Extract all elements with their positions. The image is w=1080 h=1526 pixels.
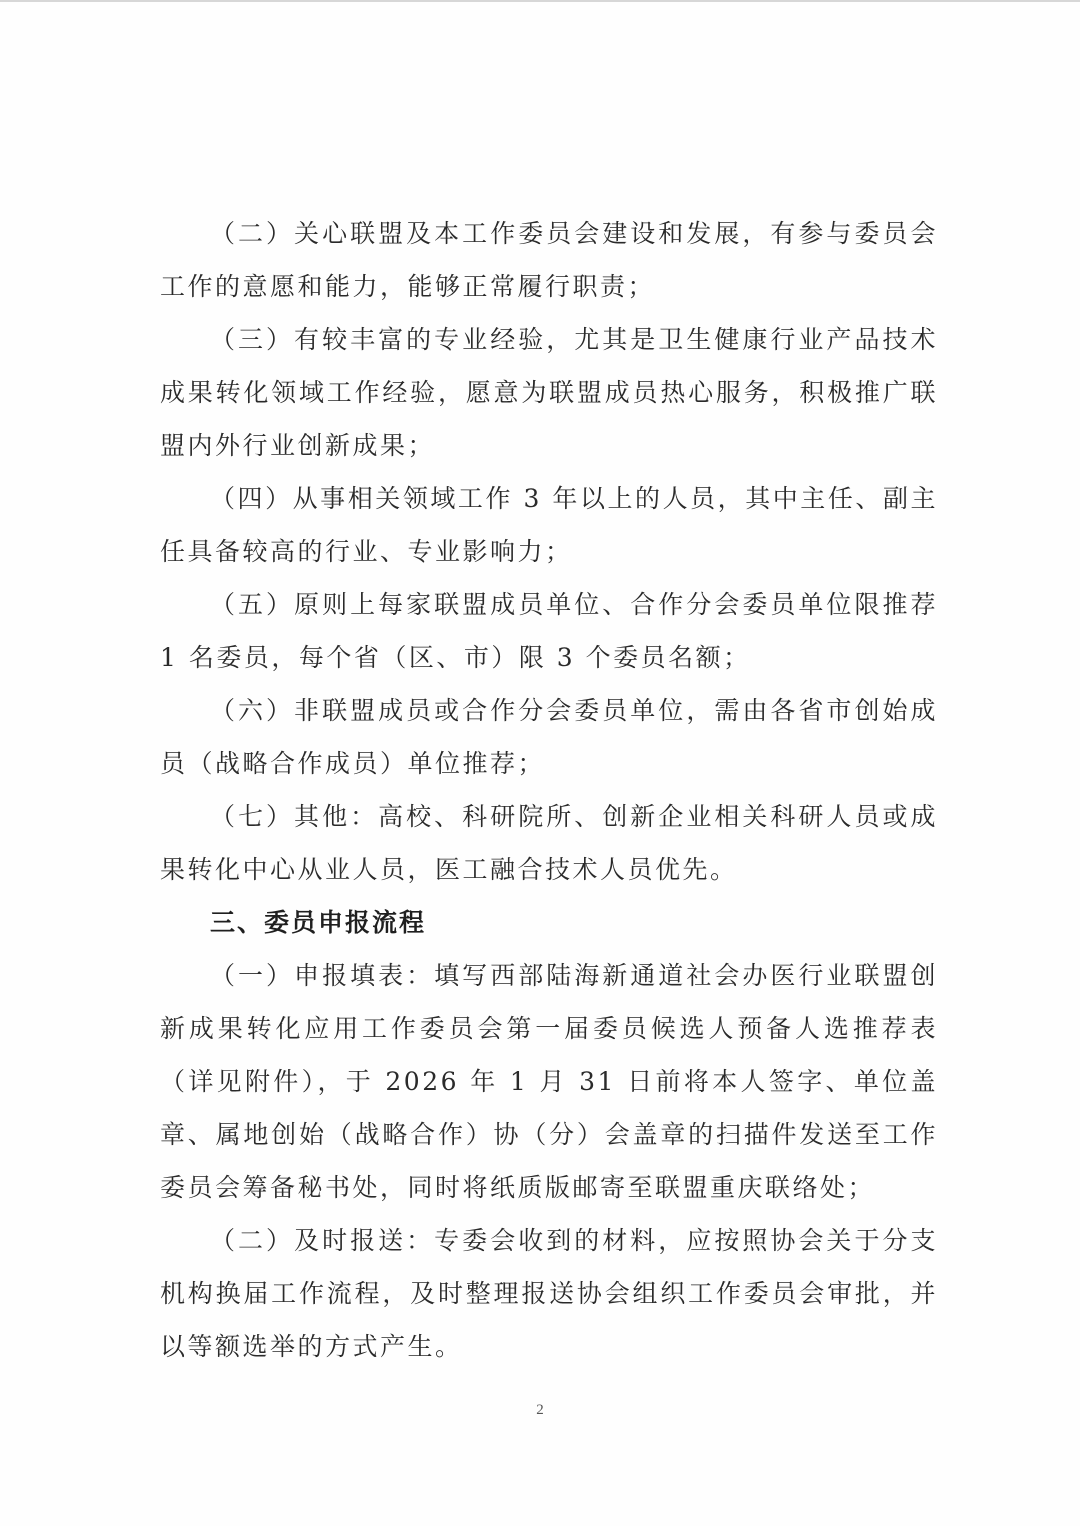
section-heading: 三、委员申报流程 (210, 908, 427, 937)
paragraph-criteria-3: （三）有较丰富的专业经验，尤其是卫生健康行业产品技术成果转化领域工作经验，愿意为联盟成员热心服务，积极推广联盟内外行业创新成果； (160, 325, 938, 460)
paragraph-criteria-4: （四）从事相关领域工作 3 年以上的人员，其中主任、副主任具备较高的行业、专业影响力； (160, 484, 938, 566)
paragraph-procedure-1: （一）申报填表：填写西部陆海新通道社会办医行业联盟创新成果转化应用工作委员会第一届委员候选人预备人选推荐表（详见附件），于 2026 年 1 月 31 日前将本人签字、单位盖章、属地创始（战略合作）协（分）会盖章的扫描件发送至工作委员会筹备秘书处，同时将纸质版邮寄至联盟重庆联络处； (160, 961, 938, 1202)
paragraph-criteria-6: （六）非联盟成员或合作分会委员单位，需由各省市创始成员（战略合作成员）单位推荐； (160, 696, 938, 778)
page-number: 2 (536, 1402, 544, 1418)
paragraph-procedure-2: （二）及时报送：专委会收到的材料，应按照协会关于分支机构换届工作流程，及时整理报送协会组织工作委员会审批，并以等额选举的方式产生。 (160, 1226, 938, 1361)
paragraph-criteria-7: （七）其他：高校、科研院所、创新企业相关科研人员或成果转化中心从业人员，医工融合技术人员优先。 (160, 802, 938, 884)
paragraph-criteria-5: （五）原则上每家联盟成员单位、合作分会委员单位限推荐 1 名委员，每个省（区、市）限 3 个委员名额； (160, 590, 938, 672)
page-top-edge (0, 0, 1080, 2)
paragraph-criteria-2: （二）关心联盟及本工作委员会建设和发展，有参与委员会工作的意愿和能力，能够正常履行职责； (160, 219, 938, 301)
document-body (160, 207, 938, 1373)
